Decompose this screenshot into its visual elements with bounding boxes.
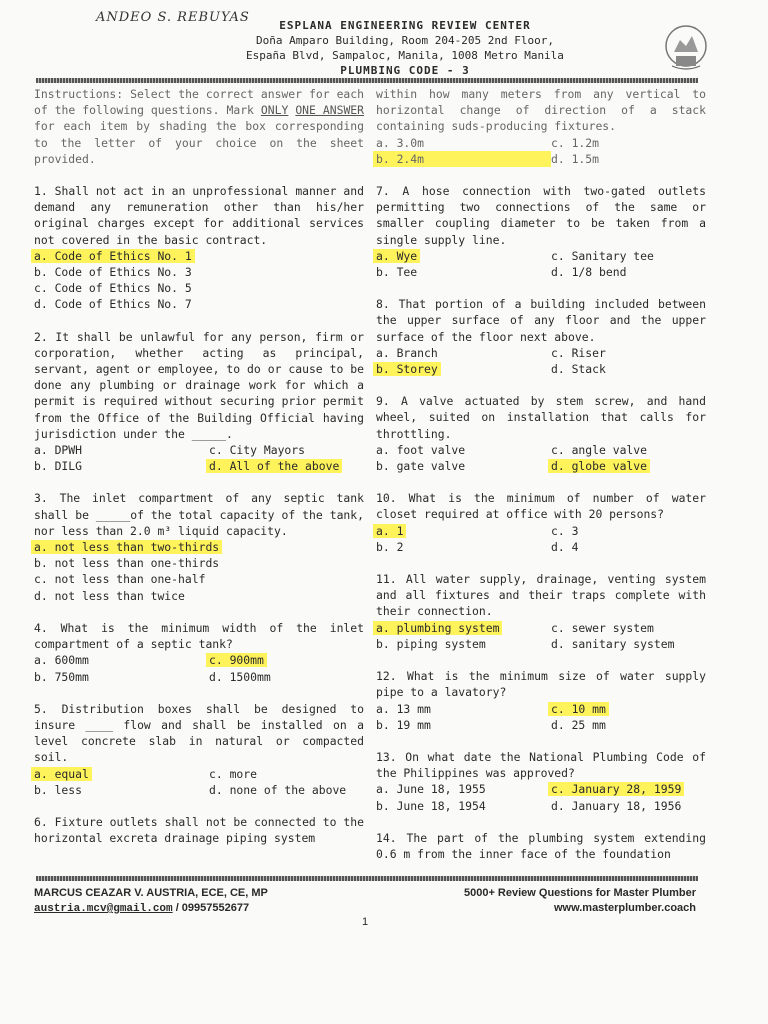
option-highlighted[interactable]: d. globe valve [548,459,650,473]
instructions-text-1: Instructions: Select the correct answer for each of the following questions. Mark [34,87,364,118]
question-stem: 1. Shall not act in an unprofessional manner and demand any remuneration other than his/her original charges except for additional services not covered in the basic contract. [34,184,364,247]
author-contact [34,901,268,917]
option[interactable]: c. Sanitary tee [551,248,654,263]
question-5 [34,701,364,798]
question-stem: 13. On what date the National Plumbing Code of the Philippines was approved? [376,749,706,781]
option-cell [551,701,706,717]
option-cell [376,442,551,458]
option[interactable]: d. 1/8 bend [551,265,627,280]
option-cell [34,296,364,312]
option[interactable]: d. not less than twice [34,588,185,603]
option-cell [376,701,551,717]
question-14 [376,830,706,862]
option-cell [34,264,364,280]
option-cell [34,248,364,264]
instructions [34,86,364,167]
option-cell [376,539,551,555]
option-grid [34,652,364,684]
option-cell [34,458,209,474]
option-cell [376,264,551,280]
option[interactable]: c. angle valve [551,442,648,457]
instructions-one-answer: ONE ANSWER [295,103,365,118]
option-cell [551,781,706,797]
option[interactable]: c. City Mayors [209,443,306,458]
instructions-text-2: for each item by shading the box corresponding to the letter of your choice on the sheet provided. [34,119,364,166]
option-highlighted[interactable]: a. 1 [373,524,406,538]
option[interactable]: b. piping system [376,636,486,651]
option-grid [376,620,706,652]
question-7 [376,183,706,280]
document-header [190,18,620,78]
option[interactable]: b. not less than one-thirds [34,556,220,571]
option-highlighted[interactable]: b. Storey [373,362,441,376]
question-3 [34,490,364,603]
option-cell [376,345,551,361]
question-10 [376,490,706,555]
option-grid [34,442,364,474]
option[interactable]: a. DPWH [34,443,83,458]
question-4 [34,620,364,685]
option[interactable]: a. 13 mm [376,701,431,716]
left-column [34,86,364,862]
option-highlighted[interactable]: c. 10 mm [548,702,609,716]
bottom-divider [36,876,698,881]
option-cell [34,652,209,668]
option-highlighted: b. 2.4m [373,151,551,167]
option-grid [376,523,706,555]
option[interactable]: c. Code of Ethics No. 5 [34,281,192,296]
question-stem: 2. It shall be unlawful for any person, firm or corporation, whether acting as principal, servant, agent or employee, to do or cause to be done any plumbing or drainage work for which a permit is required without securing prior permit from the Office of the Building Official having jurisdiction under the _____. [34,329,364,441]
option-cell [209,782,364,798]
page-number: 1 [362,916,369,928]
option-highlighted[interactable]: a. not less than two-thirds [31,540,222,554]
question-stem: 9. A valve actuated by stem screw, and hand wheel, suited on installation that calls for throttling. [376,394,706,441]
right-column [376,86,706,878]
option[interactable]: a. Branch [376,345,438,360]
option[interactable]: d. Stack [551,362,606,377]
option-cell [376,781,551,797]
promo-website[interactable]: www.masterplumber.coach [553,902,696,914]
option-grid [376,442,706,474]
option-cell [376,361,551,377]
question-stem: 3. The inlet compartment of any septic tank shall be _____of the total capacity of the tank, nor less than 2.0 m³ liquid capacity. [34,491,364,538]
address-line-1: Doña Amparo Building, Room 204-205 2nd Floor, [255,34,554,47]
question-stem: 12. What is the minimum size of water supply pipe to a lavatory? [376,669,706,700]
footer-author-block [34,886,268,917]
option-cell [34,588,364,604]
option-cell [551,264,706,280]
option-cell [551,620,706,636]
option-cell [34,442,209,458]
option[interactable]: b. DILG [34,459,83,474]
option[interactable]: c. sewer system [551,620,654,635]
question-1 [34,183,364,313]
option[interactable]: b. gate valve [376,459,466,474]
option-highlighted[interactable]: a. Code of Ethics No. 1 [31,249,195,263]
question-stem: 5. Distribution boxes shall be designed to insure ____ flow and shall be installed on a level concrete slab in natural or compacted soil. [34,701,364,765]
question-stem: 7. A hose connection with two-gated outlets permitting two connections of the same or smaller coupling diameter to be taken from a single supply line. [376,184,706,247]
option-highlighted[interactable]: a. Wye [373,249,420,263]
question-12 [376,668,706,733]
option-cell [209,766,364,782]
option[interactable]: d. Code of Ethics No. 7 [34,297,192,312]
option-cell [34,782,209,798]
option-cell [34,555,364,571]
option: d. 1.5m [551,151,600,166]
option-grid [376,135,706,167]
footer-promo-block [464,886,696,916]
instructions-only: ONLY [260,103,289,118]
option-cell [376,798,551,814]
option[interactable]: c. more [209,766,258,781]
question-stem: 11. All water supply, drainage, venting system and all fixtures and their traps complete with their connection. [376,572,706,619]
question-9 [376,393,706,474]
option-cell [34,539,364,555]
option[interactable]: b. 19 mm [376,717,431,732]
option[interactable]: d. 4 [551,539,579,554]
option[interactable]: c. Riser [551,345,606,360]
option[interactable]: d. 25 mm [551,717,606,732]
option-cell [209,669,364,685]
handwritten-signature: ANDEO S. REBUYAS [96,10,250,25]
option[interactable]: b. less [34,782,83,797]
option-highlighted[interactable]: a. equal [31,767,92,781]
option[interactable]: b. 750mm [34,669,89,684]
option-cell [551,636,706,652]
option-cell [376,636,551,652]
option-cell [551,458,706,474]
option-grid [376,248,706,280]
option-cell [376,523,551,539]
option-grid [376,345,706,377]
option-cell [551,345,706,361]
address-line-2: España Blvd, Sampaloc, Manila, 1008 Metro Manila [246,49,564,62]
option-cell [551,717,706,733]
option-cell [209,442,364,458]
option-cell [34,571,364,587]
option-cell [376,620,551,636]
option[interactable]: b. June 18, 1954 [376,798,486,813]
question-stem: 8. That portion of a building included between the upper surface of any floor and the upper surface of the floor next above. [376,297,706,344]
option[interactable]: d. sanitary system [551,636,675,651]
option[interactable]: c. 3 [551,523,579,538]
question-8 [376,296,706,377]
option-cell [376,248,551,264]
question-2 [34,329,364,475]
promo-tagline: 5000+ Review Questions for Master Plumber [463,887,696,899]
org-name: ESPLANA ENGINEERING REVIEW CENTER [279,19,531,32]
option-grid [34,248,364,313]
question-11 [376,571,706,652]
option[interactable]: d. January 18, 1956 [551,798,682,813]
option-cell [551,539,706,555]
option-cell [551,523,706,539]
option[interactable]: a. foot valve [376,442,466,457]
option-cell [551,248,706,264]
question-stem: 6. Fixture outlets shall not be connected to the horizontal excreta drainage piping system [34,814,364,846]
option-cell [34,280,364,296]
option-highlighted[interactable]: c. 900mm [206,653,267,667]
author-phone: / 09957552677 [175,902,250,914]
option[interactable]: a. 600mm [34,653,89,668]
option: c. 1.2m [551,135,600,150]
seal-logo-icon [662,22,710,74]
question-stem: 10. What is the minimum of number of water closet required at office with 20 persons? [376,491,706,522]
option[interactable]: d. 1500mm [209,669,271,684]
option[interactable]: a. June 18, 1955 [376,782,486,797]
option: a. 3.0m [376,135,425,150]
author-email[interactable]: austria.mcv@gmail.com [34,903,173,915]
option-highlighted[interactable]: a. plumbing system [373,621,502,635]
option-grid [376,781,706,813]
option-cell [376,458,551,474]
option-highlighted[interactable]: d. All of the above [206,459,342,473]
option[interactable]: b. Code of Ethics No. 3 [34,265,192,280]
option[interactable]: b. 2 [376,539,404,554]
option-cell [209,652,364,668]
option[interactable]: d. none of the above [209,782,347,797]
option-cell [209,458,364,474]
option[interactable]: b. Tee [376,265,418,280]
author-name: MARCUS CEAZAR V. AUSTRIA, ECE, CE, MP [34,887,268,899]
option-grid [376,701,706,733]
option-highlighted[interactable]: c. January 28, 1959 [548,782,684,796]
exam-subject: PLUMBING CODE - 3 [340,64,470,77]
question-stem: 4. What is the minimum width of the inlet compartment of a septic tank? [34,620,364,652]
option-cell [551,361,706,377]
option-cell [551,442,706,458]
option-cell [34,766,209,782]
top-divider [36,78,698,83]
option-grid [34,766,364,798]
option-cell [34,669,209,685]
question-13 [376,749,706,814]
option-cell [376,717,551,733]
question-stem: within how many meters from any vertical to horizontal change of direction of a stack containing suds-producing fixtures. [376,87,706,134]
option-grid [34,539,364,604]
question-stem: 14. The part of the plumbing system extending 0.6 m from the inner face of the foundation [376,830,706,861]
option-cell [551,798,706,814]
question-6-continuation [376,86,706,167]
option[interactable]: c. not less than one-half [34,572,206,587]
question-6 [34,814,364,846]
